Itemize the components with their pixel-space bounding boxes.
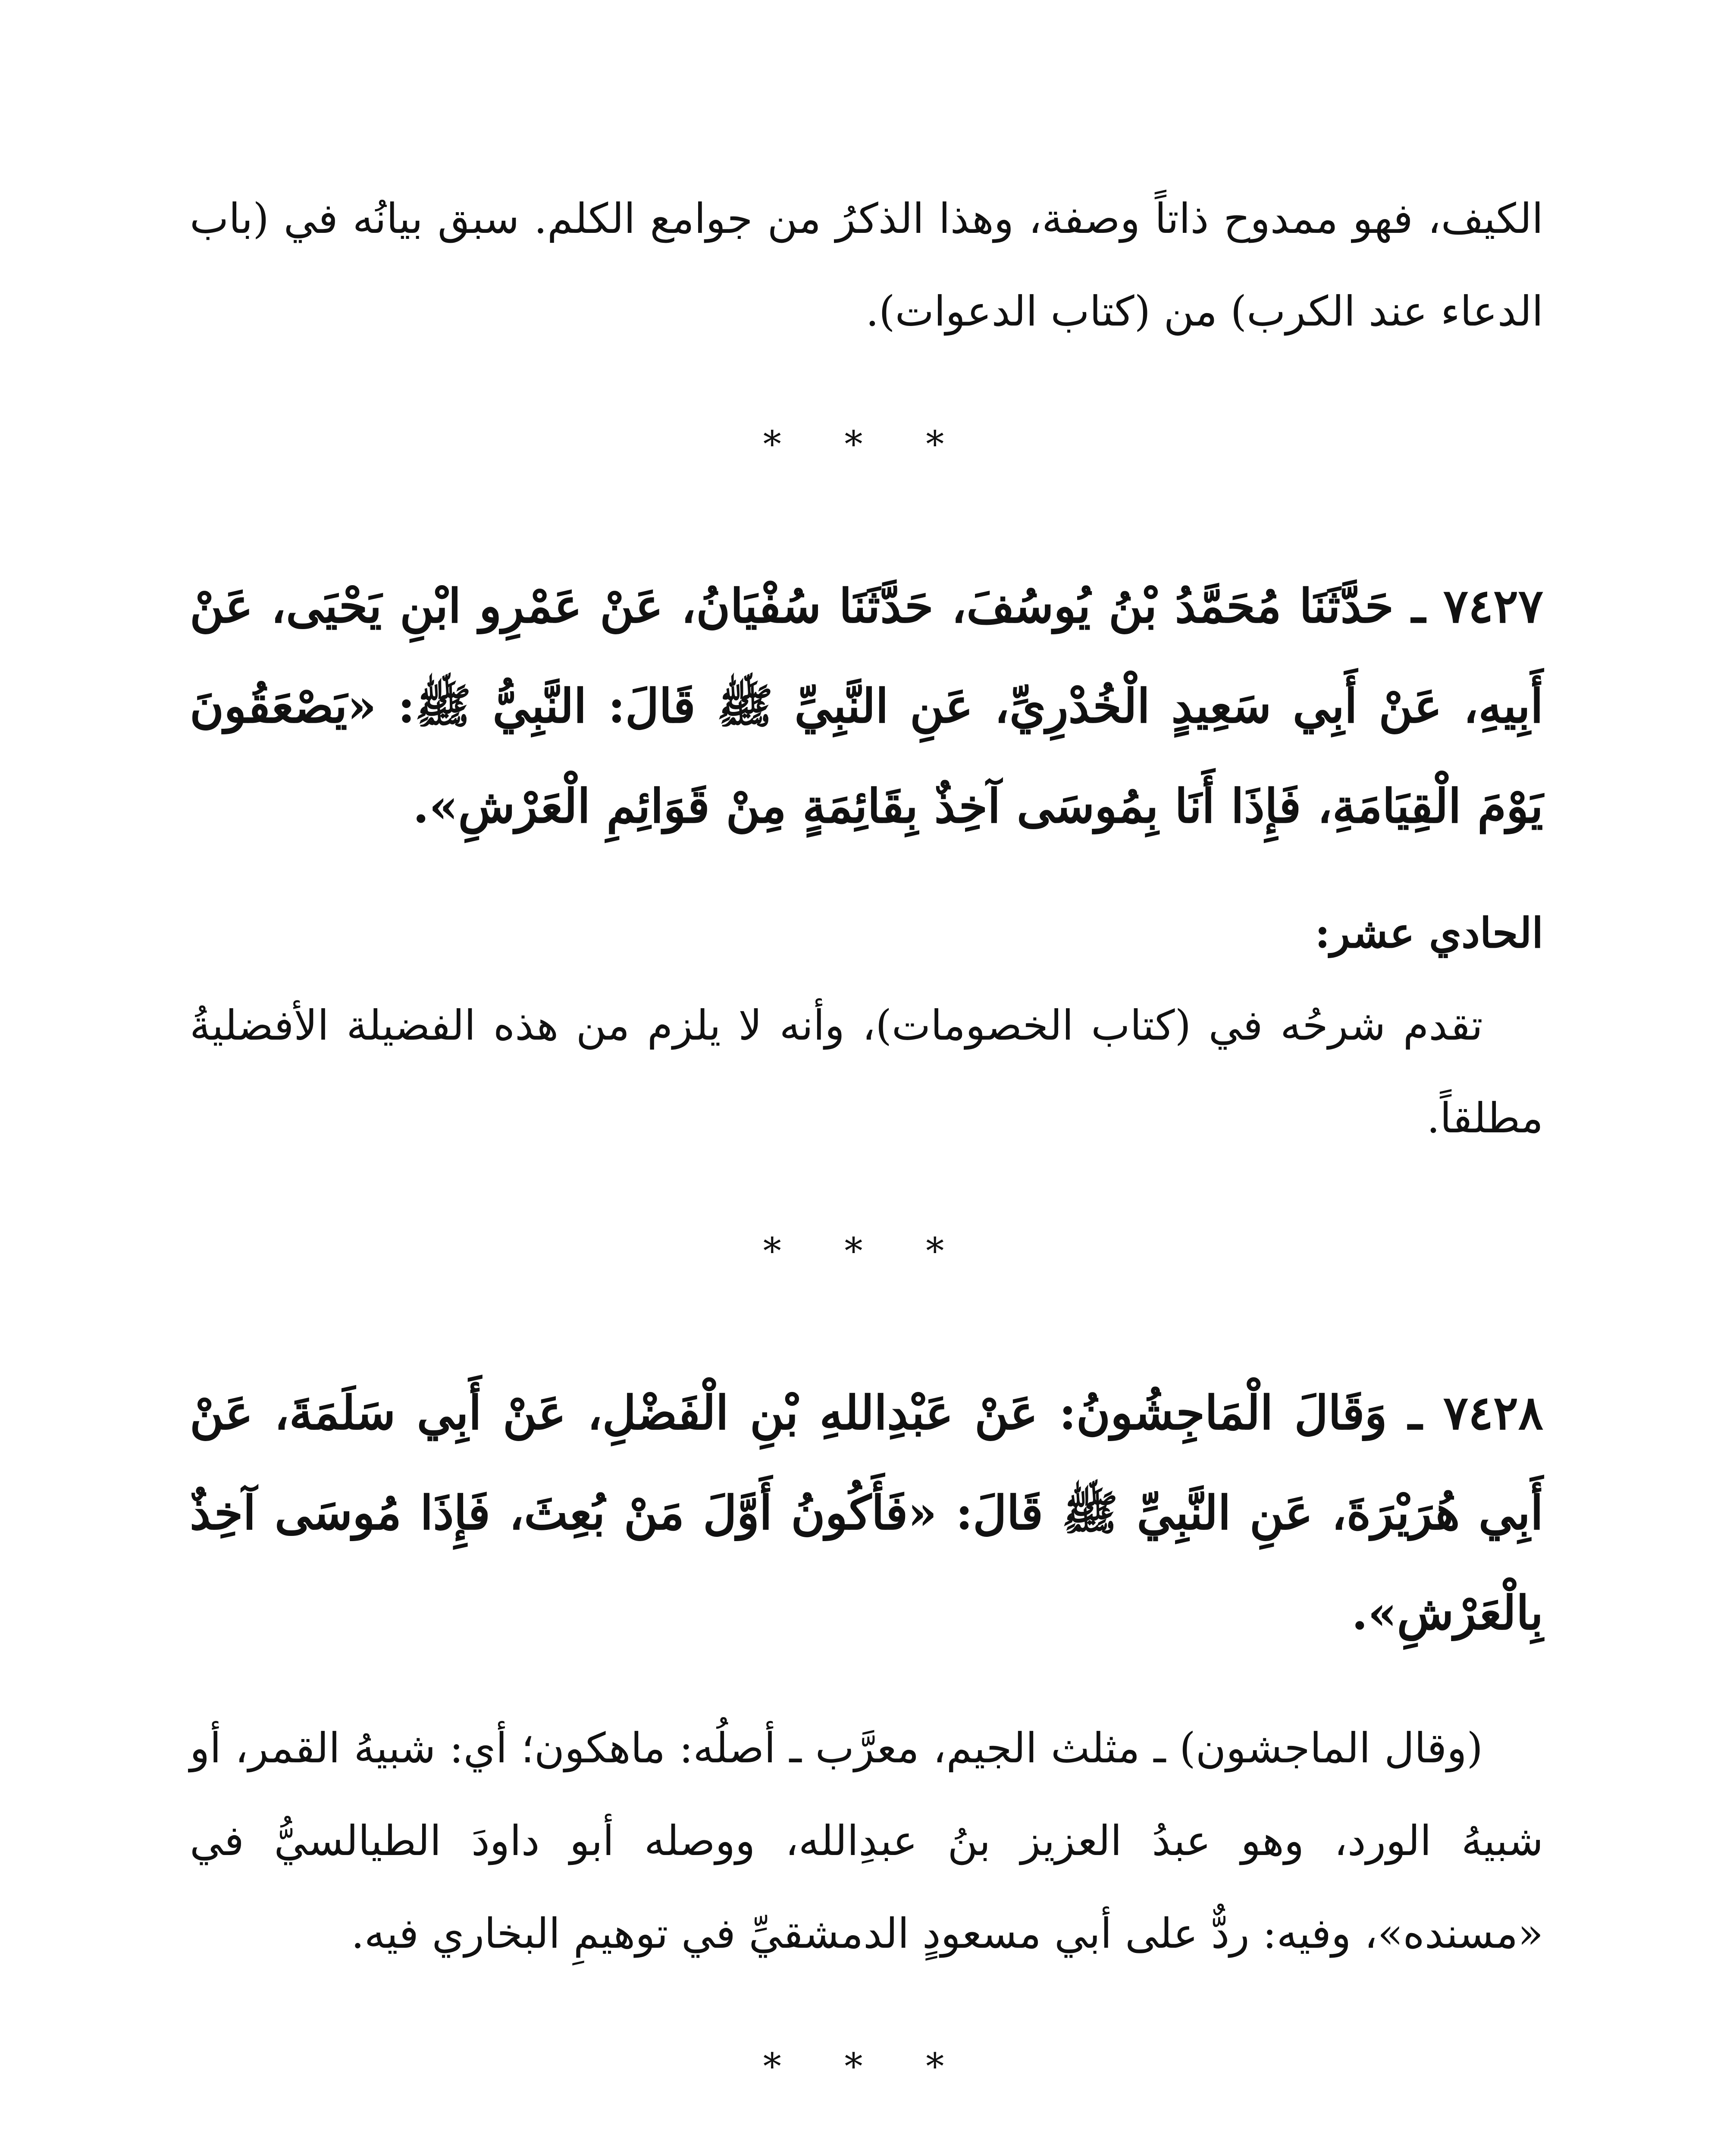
section-separator: * * * [763,1230,970,1272]
commentary-eleventh: تقدم شرحُه في (كتاب الخصومات)، وأنه لا يلزم من هذه الفضيلة الأفضليةُ مطلقاً. [190,1001,1543,1142]
section-separator: * * * [763,423,970,465]
commentary-7428: (وقال الماجشون) ـ مثلث الجيم، معرَّب ـ أصلُه: ماهكون؛ أي: شبيهُ القمر، أو شبيهُ الورد، وهو عبدُ العزيز بنُ عبدِالله، ووصله أبو داودَ الطيالسيُّ في «مسنده»، وفيه: ردٌّ على أبي مسعودٍ الدمشقيِّ في توهيمِ البخاري فيه. [190,1724,1544,1958]
heading-eleventh: الحادي عشر: [1315,909,1543,957]
section-separator: * * * [763,2045,970,2087]
book-page [190,172,1543,2156]
intro-paragraph: الكيف، فهو ممدوح ذاتاً وصفة، وهذا الذكرُ من جوامع الكلم. سبق بيانُه في (باب الدعاء عند الكرب) من (كتاب الدعوات). [190,194,1543,335]
hadith-7427: ٧٤٢٧ ـ حَدَّثَنَا مُحَمَّدُ بْنُ يُوسُفَ، حَدَّثَنَا سُفْيَانُ، عَنْ عَمْرِو ابْنِ يَحْيَى، عَنْ أَبِيهِ، عَنْ أَبِي سَعِيدٍ الْخُدْرِيِّ، عَنِ النَّبِيِّ ﷺ قَالَ: النَّبِيُّ ﷺ: «يَصْعَقُونَ يَوْمَ الْقِيَامَةِ، فَإِذَا أَنَا بِمُوسَى آخِذٌ بِقَائِمَةٍ مِنْ قَوَائِمِ الْعَرْشِ». [190,579,1543,834]
hadith-7428: ٧٤٢٨ ـ وَقَالَ الْمَاجِشُونُ: عَنْ عَبْدِاللهِ بْنِ الْفَضْلِ، عَنْ أَبِي سَلَمَةَ، عَنْ أَبِي هُرَيْرَةَ، عَنِ النَّبِيِّ ﷺ قَالَ: «فَأَكُونُ أَوَّلَ مَنْ بُعِثَ، فَإِذَا مُوسَى آخِذٌ بِالْعَرْشِ». [190,1386,1543,1640]
